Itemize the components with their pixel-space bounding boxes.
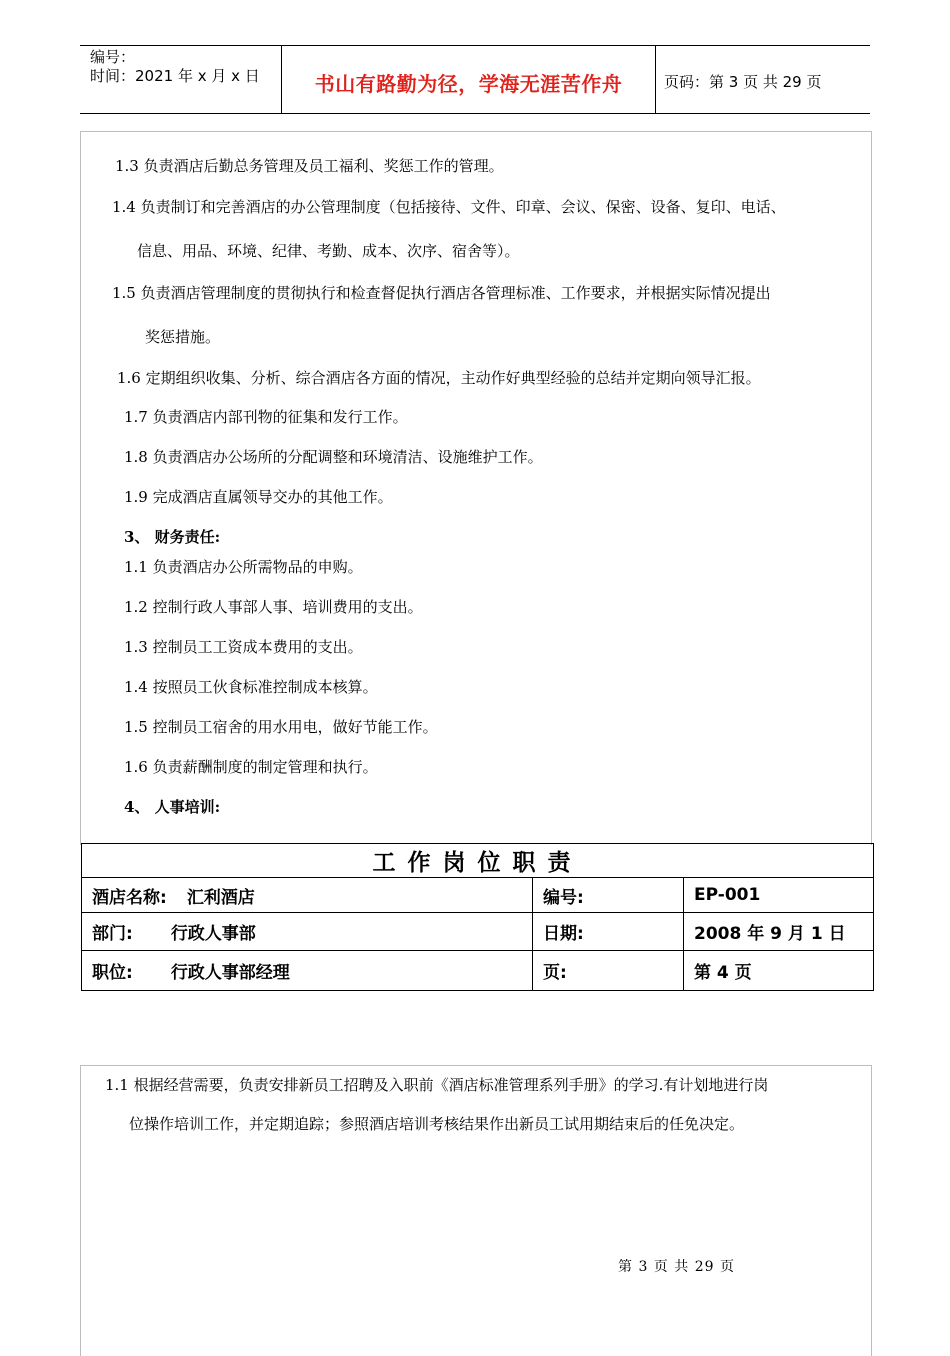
- code-label: 编号:: [533, 878, 684, 913]
- page-footer: 第 3 页 共 29 页: [618, 1259, 735, 1275]
- date-label: 日期:: [533, 913, 684, 951]
- list-item: 1.7 负责酒店内部刊物的征集和发行工作。: [124, 408, 408, 426]
- hotel-name-value: 汇利酒店: [186, 887, 255, 908]
- list-item: 1.3 控制员工工资成本费用的支出。: [124, 638, 363, 656]
- dept-label: 部门:: [92, 924, 133, 944]
- section-heading-training: 4、 人事培训:: [124, 798, 221, 816]
- header-time: 时间：2021 年 x 月 x 日: [90, 67, 260, 85]
- header-page-info: 页码：第 3 页 共 29 页: [664, 73, 822, 91]
- list-item: 信息、用品、环境、纪律、考勤、成本、次序、宿舍等）。: [137, 242, 520, 260]
- page-label: 页:: [533, 951, 684, 991]
- list-item: 1.1 根据经营需要，负责安排新员工招聘及入职前《酒店标准管理系列手册》的学习.有计划地进行岗: [105, 1076, 769, 1094]
- list-item: 1.4 按照员工伙食标准控制成本核算。: [124, 678, 378, 696]
- list-item: 1.1 负责酒店办公所需物品的申购。: [124, 558, 363, 576]
- code-value: EP-001: [684, 878, 874, 913]
- list-item: 1.3 负责酒店后勤总务管理及员工福利、奖惩工作的管理。: [115, 157, 504, 175]
- job-table-title: 工作岗位职责: [82, 844, 874, 878]
- position-cell: [82, 951, 533, 991]
- dept-value: 行政人事部: [170, 924, 256, 944]
- list-item: 1.6 负责薪酬制度的制定管理和执行。: [124, 758, 378, 776]
- list-item: 1.8 负责酒店办公场所的分配调整和环境清洁、设施维护工作。: [124, 448, 543, 466]
- content-box-training: [80, 1065, 872, 1356]
- header-motto: 书山有路勤为径，学海无涯苦作舟: [314, 72, 623, 96]
- hotel-name-label: 酒店名称:: [92, 887, 167, 908]
- list-item: 位操作培训工作，并定期追踪；参照酒店培训考核结果作出新员工试用期结束后的任免决定。: [129, 1115, 745, 1133]
- list-item: 1.5 控制员工宿舍的用水用电，做好节能工作。: [124, 718, 438, 736]
- date-value: 2008 年 9 月 1 日: [684, 913, 874, 951]
- list-item: 1.6 定期组织收集、分析、综合酒店各方面的情况，主动作好典型经验的总结并定期向领导汇报。: [117, 369, 761, 387]
- list-item: 1.5 负责酒店管理制度的贯彻执行和检查督促执行酒店各管理标准、工作要求，并根据实际情况提出: [112, 284, 771, 302]
- section-heading-finance: 3、 财务责任:: [124, 528, 221, 546]
- header-bottom-rule: [80, 113, 870, 114]
- header-meta: [90, 48, 260, 86]
- header-top-rule: [80, 45, 870, 46]
- position-value: 行政人事部经理: [170, 963, 290, 983]
- header-doc-no: 编号：: [90, 48, 136, 66]
- list-item: 1.4 负责制订和完善酒店的办公管理制度（包括接待、文件、印章、会议、保密、设备、复印、电话、: [112, 198, 786, 216]
- list-item: 奖惩措施。: [145, 328, 221, 346]
- list-item: 1.2 控制行政人事部人事、培训费用的支出。: [124, 598, 423, 616]
- header-divider-right: [655, 45, 656, 113]
- job-info-table: [81, 843, 874, 991]
- position-label: 职位:: [92, 963, 133, 983]
- dept-cell: [82, 913, 533, 951]
- hotel-name-cell: [82, 878, 533, 913]
- page-value: 第 4 页: [684, 951, 874, 991]
- list-item: 1.9 完成酒店直属领导交办的其他工作。: [124, 488, 393, 506]
